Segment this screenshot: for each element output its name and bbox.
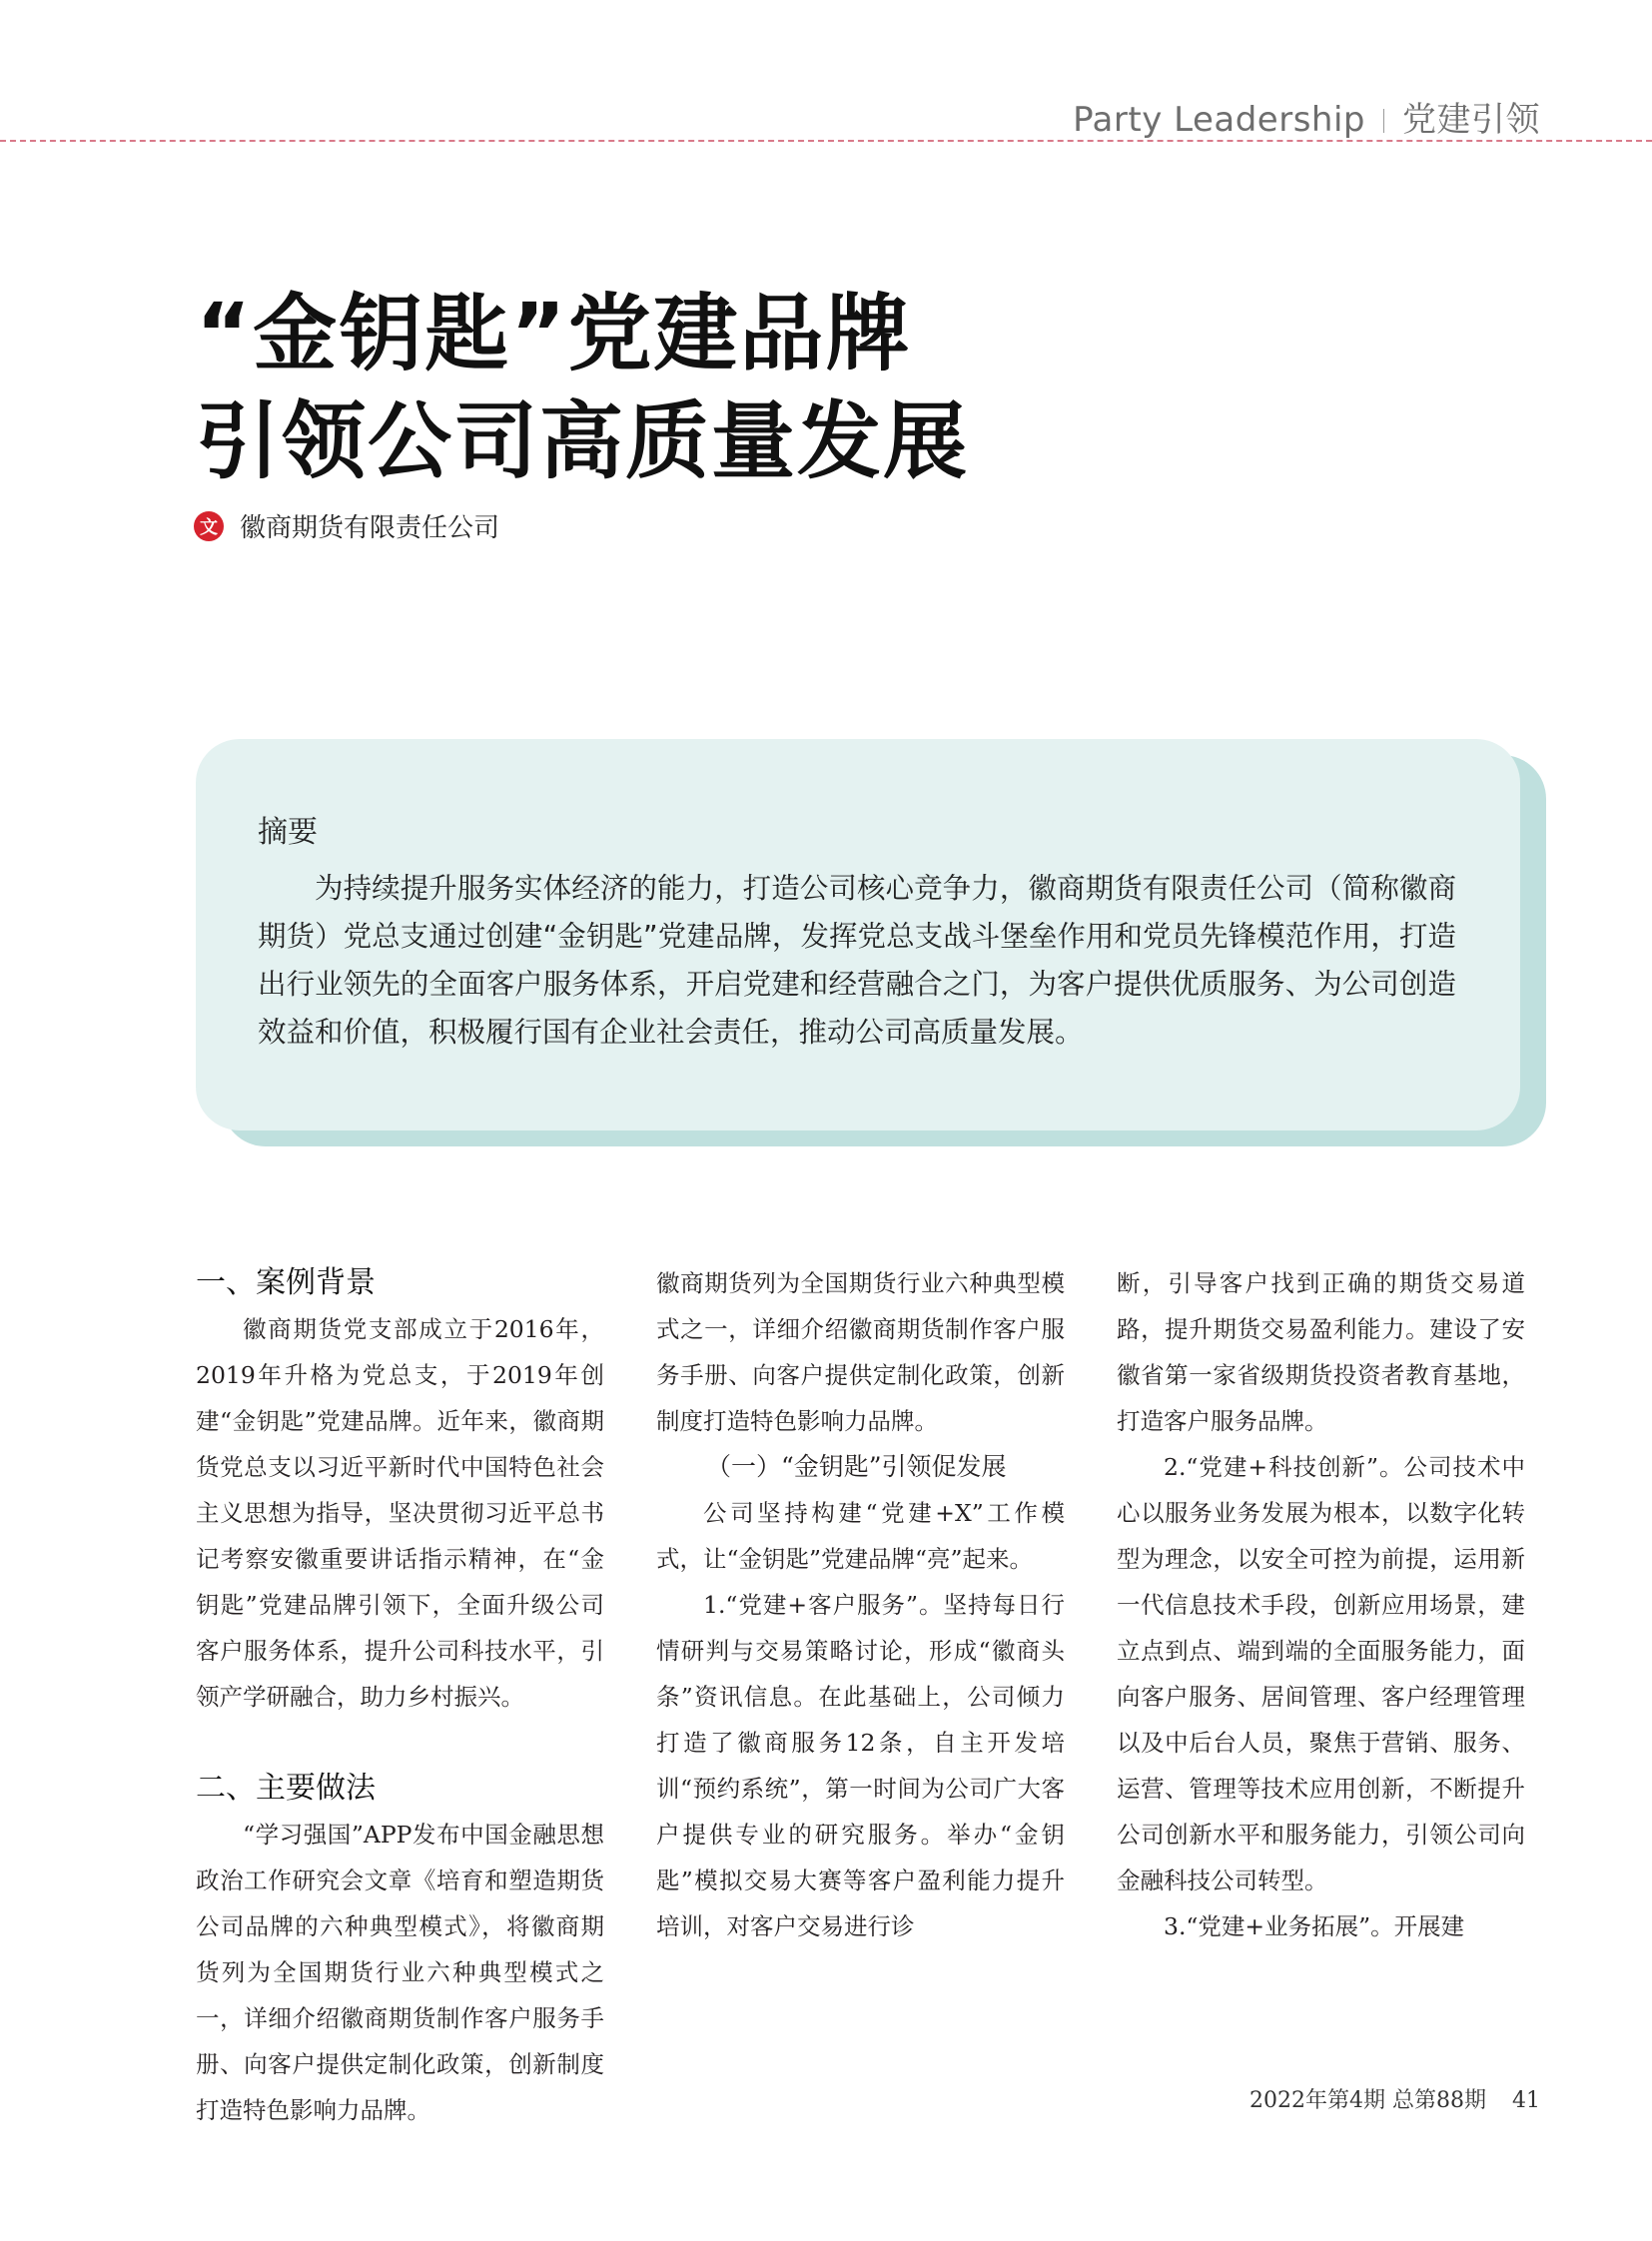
article-badge-icon: 文 [194,511,224,541]
paragraph-customer-service: 1.“党建+客户服务”。坚持每日行情研判与交易策略讨论，形成“徽商头条”资讯信息。在此基础上，公司倾力打造了徽商服务12条，自主开发培训“预约系统”，第一时间为公司广大客户提供专业的研究服务。举办“金钥匙”模拟交易大赛等客户盈利能力提升培训，对客户交易进行诊 [656,1591,1065,1940]
column-1 [196,1260,604,2124]
section-label-en: Party Leadership [1073,100,1365,140]
paragraph-customer-service-continued: 断，引导客户找到正确的期货交易道路，提升期货交易盈利能力。建设了安徽省第一家省级期货投资者教育基地，打造客户服务品牌。 [1117,1269,1525,1435]
subsection-heading-golden-key: （一）“金钥匙”引领促发展 [706,1452,1007,1481]
page-footer [1249,2083,1540,2114]
section-separator [1383,109,1384,133]
issue-info: 2022年第4期 总第88期 [1249,2088,1486,2113]
page-number: 41 [1512,2088,1540,2113]
column-2 [656,1260,1065,1999]
abstract-heading: 摘要 [258,815,318,850]
paragraph-tech-innovation: 2.“党建+科技创新”。公司技术中心以服务业务发展为根本，以数字化转型为理念，以安全可控为前提，运用新一代信息技术手段，创新应用场景，建立点到点、端到端的全面服务能力，面向客户服务、居间管理、客户经理管理以及中后台人员，聚焦于营销、服务、运营、管理等技术应用创新，不断提升公司创新水平和服务能力，引领公司向金融科技公司转型。 [1117,1453,1525,1894]
paragraph-party-x-model: 公司坚持构建“党建+X”工作模式，让“金钥匙”党建品牌“亮”起来。 [656,1499,1065,1573]
paragraph-business-expansion: 3.“党建+业务拓展”。开展建 [1164,1912,1465,1940]
article-title [196,280,969,495]
column-3 [1117,1260,1525,1999]
section-heading-practices: 二、主要做法 [196,1771,376,1806]
title-line-1: “金钥匙”党建品牌 [196,285,912,382]
paragraph-background: 徽商期货党支部成立于2016年，2019年升格为党总支，于2019年创建“金钥匙”党建品牌。近年来，徽商期货党总支以习近平新时代中国特色社会主义思想为指导，坚决贯彻习近平总书记考察安徽重要讲话指示精神，在“金钥匙”党建品牌引领下，全面升级公司客户服务体系，提升公司科技水平，引领产学研融合，助力乡村振兴。 [196,1315,604,1711]
section-heading-background: 一、案例背景 [196,1265,376,1300]
section-label [1073,92,1540,141]
author-name: 徽商期货有限责任公司 [240,513,500,543]
abstract-box [196,739,1520,1130]
author-byline [194,507,499,544]
abstract-body: 为持续提升服务实体经济的能力，打造公司核心竞争力，徽商期货有限责任公司（简称徽商期货）党总支通过创建“金钥匙”党建品牌，发挥党总支战斗堡垒作用和党员先锋模范作用，打造出行业领先的全面客户服务体系，开启党建和经营融合之门，为客户提供优质服务、为公司创造效益和价值，积极履行国有企业社会责任，推动公司高质量发展。 [258,872,1456,1049]
paragraph-practices-continued: 徽商期货列为全国期货行业六种典型模式之一，详细介绍徽商期货制作客户服务手册、向客户提供定制化政策，创新制度打造特色影响力品牌。 [656,1269,1065,1435]
title-line-2: 引领公司高质量发展 [196,392,970,490]
section-label-cn: 党建引领 [1402,100,1540,140]
header-dashed-rule [0,140,1652,142]
paragraph-practices-intro: “学习强国”APP发布中国金融思想政治工作研究会文章《培育和塑造期货公司品牌的六种典型模式》，将徽商期货列为全国期货行业六种典型模式之一，详细介绍徽商期货制作客户服务手册、向客户提供定制化政策，创新制度打造特色影响力品牌。 [196,1821,604,2124]
